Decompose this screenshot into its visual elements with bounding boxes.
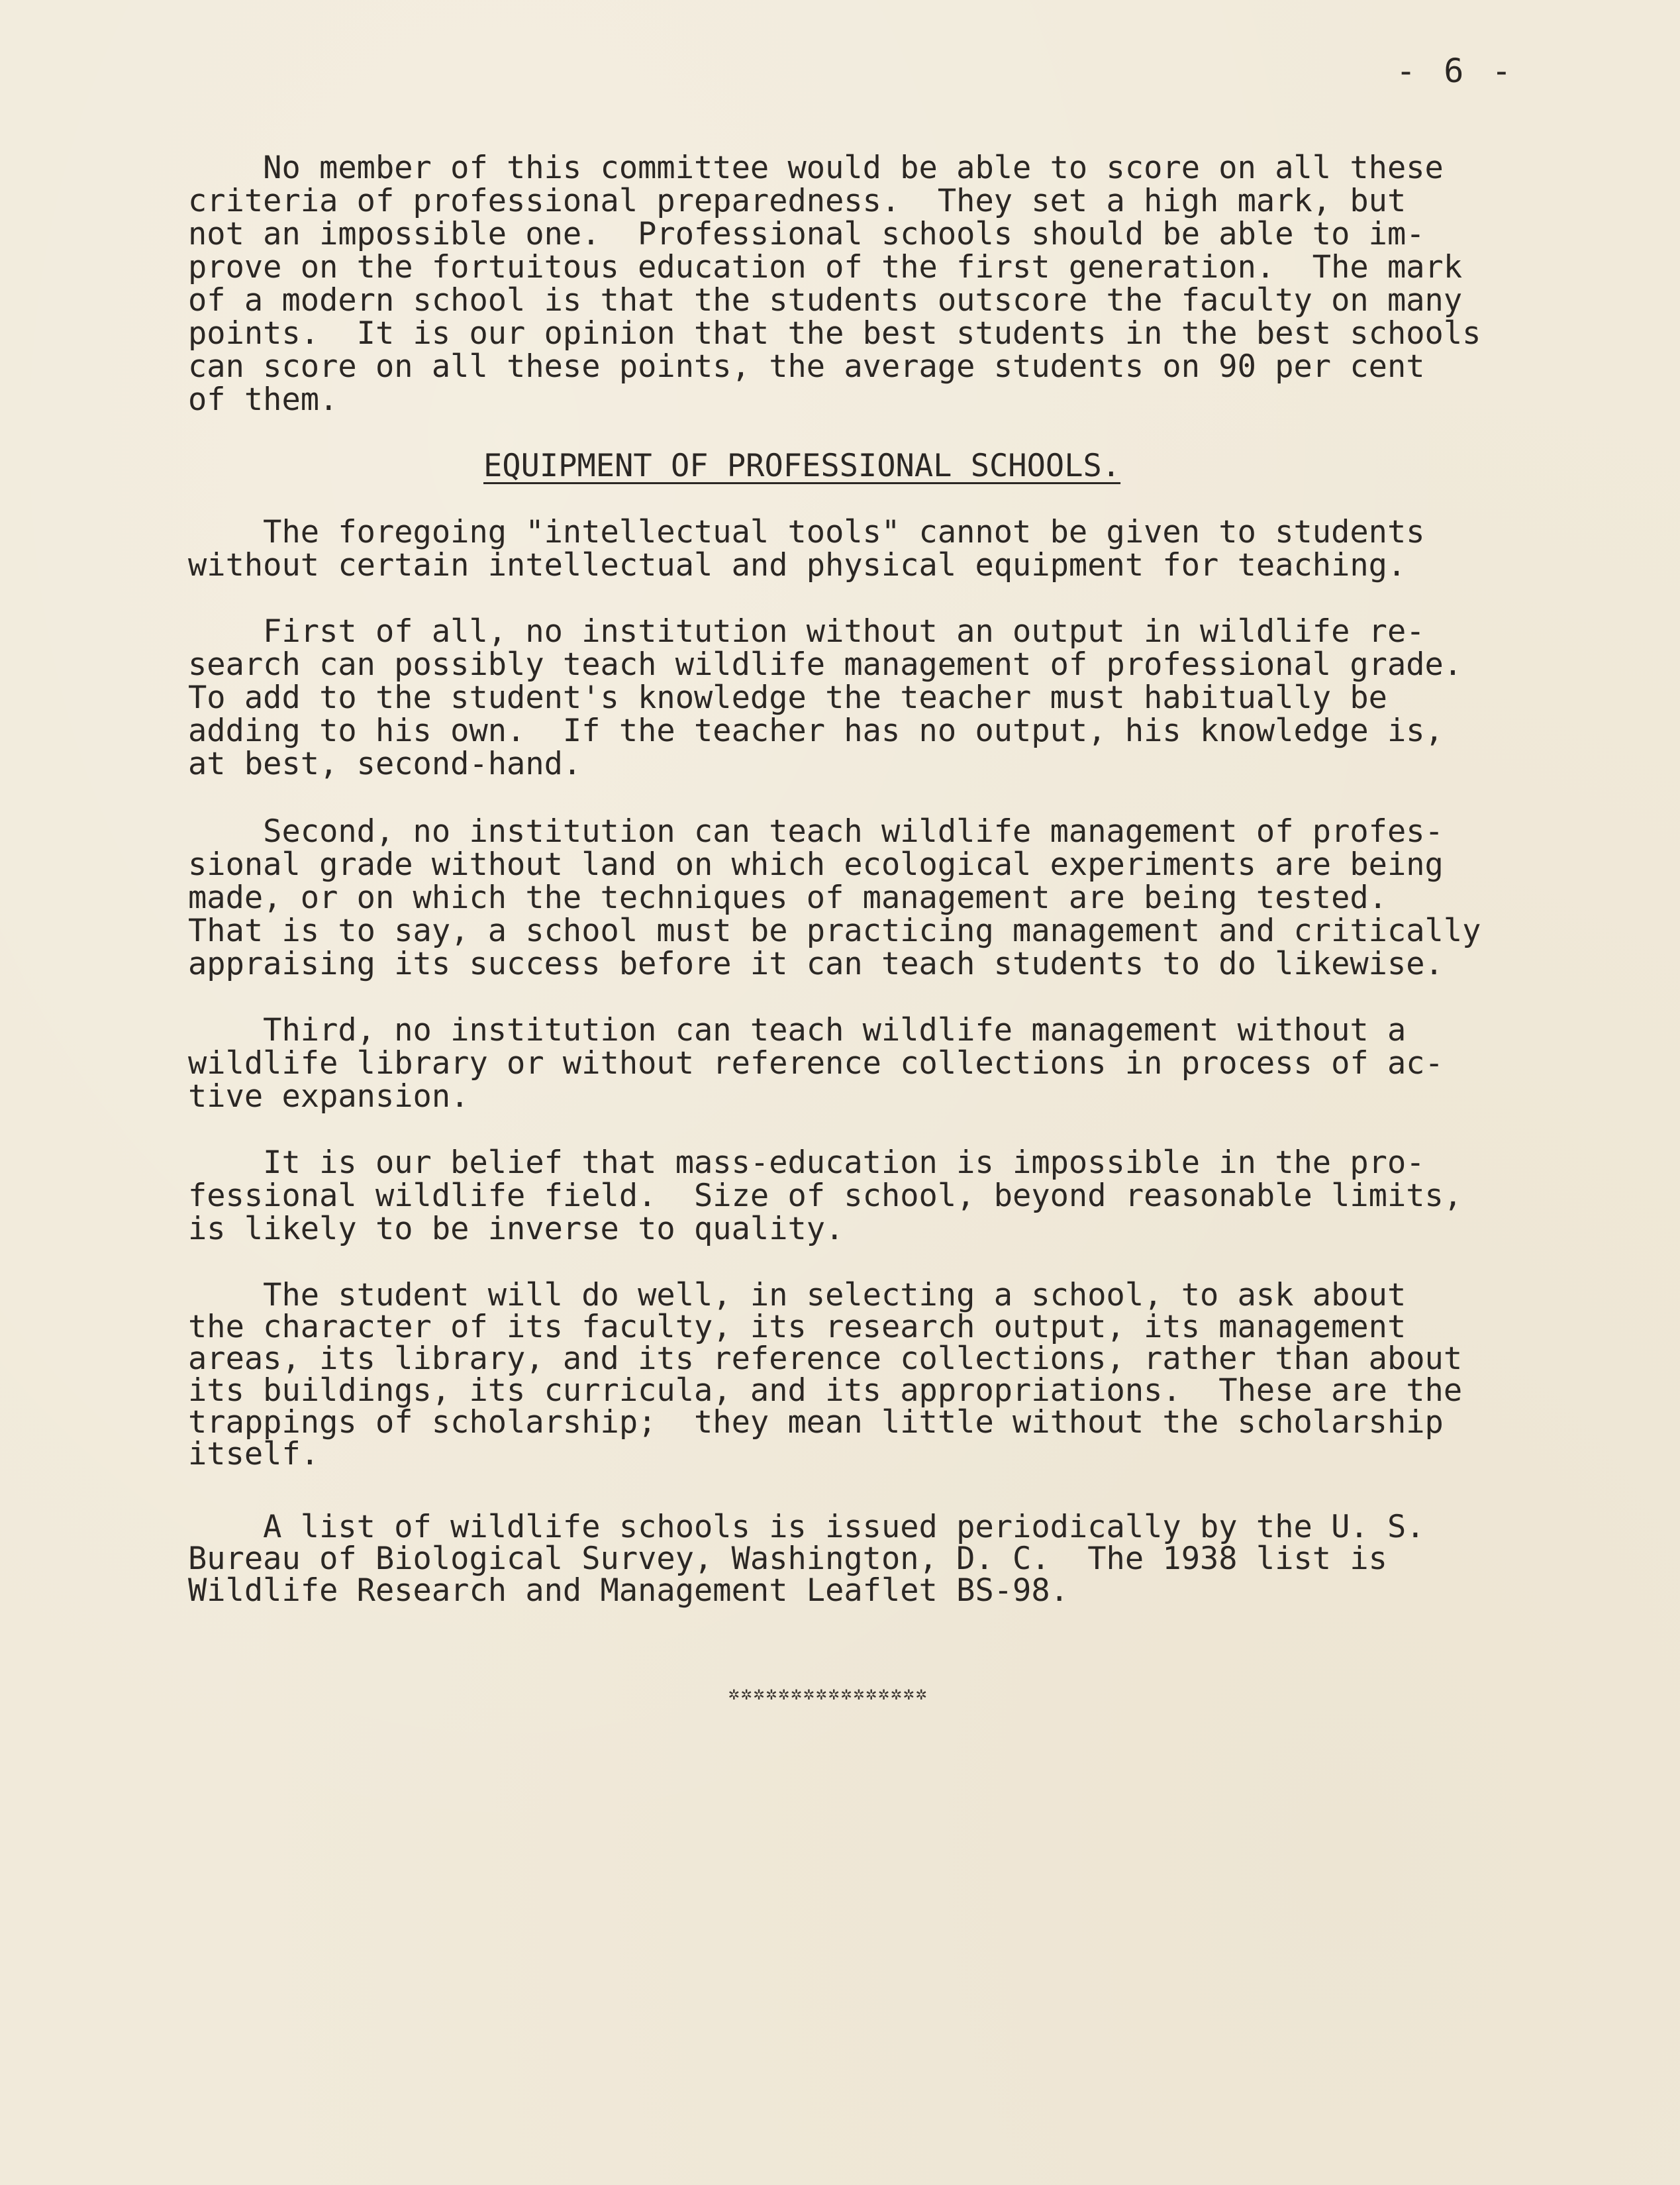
text-line: To add to the student's knowledge the teacher must habitually be — [188, 680, 1387, 716]
text-line: Wildlife Research and Management Leaflet BS-98. — [188, 1572, 1069, 1609]
text-line: itself. — [188, 1436, 320, 1472]
text-line: is likely to be inverse to quality. — [188, 1211, 844, 1247]
text-line: prove on the fortuitous education of the first generation. The mark — [188, 249, 1463, 285]
text-line: not an impossible one. Professional schools should be able to im- — [188, 216, 1425, 252]
text-line: can score on all these points, the average students on 90 per cent — [188, 348, 1425, 385]
text-line: Bureau of Biological Survey, Washington, D. C. The 1938 list is — [188, 1541, 1387, 1577]
text-line: of a modern school is that the students outscore the faculty on many — [188, 282, 1463, 319]
text-line: It is our belief that mass-education is impossible in the pro- — [188, 1144, 1425, 1181]
text-line: The student will do well, in selecting a school, to ask about — [188, 1277, 1407, 1313]
text-line: adding to his own. If the teacher has no output, his knowledge is, — [188, 713, 1444, 749]
text-line: its buildings, its curricula, and its appropriations. These are the — [188, 1372, 1463, 1409]
page-number: - 6 - — [1396, 52, 1516, 90]
section-heading: EQUIPMENT OF PROFESSIONAL SCHOOLS. — [483, 448, 1121, 484]
text-line: trappings of scholarship; they mean little without the scholarship — [188, 1404, 1444, 1441]
text-line: The foregoing "intellectual tools" cannot be given to students — [188, 514, 1425, 550]
text-line: sional grade without land on which ecological experiments are being — [188, 846, 1444, 883]
text-line: fessional wildlife field. Size of school, beyond reasonable limits, — [188, 1178, 1463, 1214]
text-line: without certain intellectual and physical equipment for teaching. — [188, 547, 1407, 584]
closing-ornament: ✲✲✲✲✲✲✲✲✲✲✲✲✲✲✲✲ — [728, 1682, 928, 1704]
text-line: tive expansion. — [188, 1078, 469, 1115]
text-line: Third, no institution can teach wildlife management without a — [188, 1012, 1407, 1048]
text-line: the character of its faculty, its research output, its management — [188, 1309, 1407, 1345]
text-line: First of all, no institution without an output in wildlife re- — [188, 613, 1425, 650]
text-line: appraising its success before it can teach students to do likewise. — [188, 946, 1444, 982]
text-line: made, or on which the techniques of management are being tested. — [188, 880, 1387, 916]
text-line: of them. — [188, 381, 338, 418]
text-line: at best, second-hand. — [188, 746, 582, 782]
text-line: A list of wildlife schools is issued periodically by the U. S. — [188, 1509, 1425, 1545]
text-line: criteria of professional preparedness. They set a high mark, but — [188, 183, 1407, 219]
text-line: wildlife library or without reference collections in process of ac- — [188, 1045, 1444, 1082]
text-line: areas, its library, and its reference collections, rather than about — [188, 1341, 1463, 1377]
text-line: points. It is our opinion that the best students in the best schools — [188, 315, 1481, 352]
text-line: search can possibly teach wildlife management of professional grade. — [188, 646, 1463, 683]
text-line: That is to say, a school must be practicing management and critically — [188, 913, 1481, 949]
text-line: No member of this committee would be able to score on all these — [188, 150, 1444, 186]
text-line: Second, no institution can teach wildlife management of profes- — [188, 813, 1444, 850]
